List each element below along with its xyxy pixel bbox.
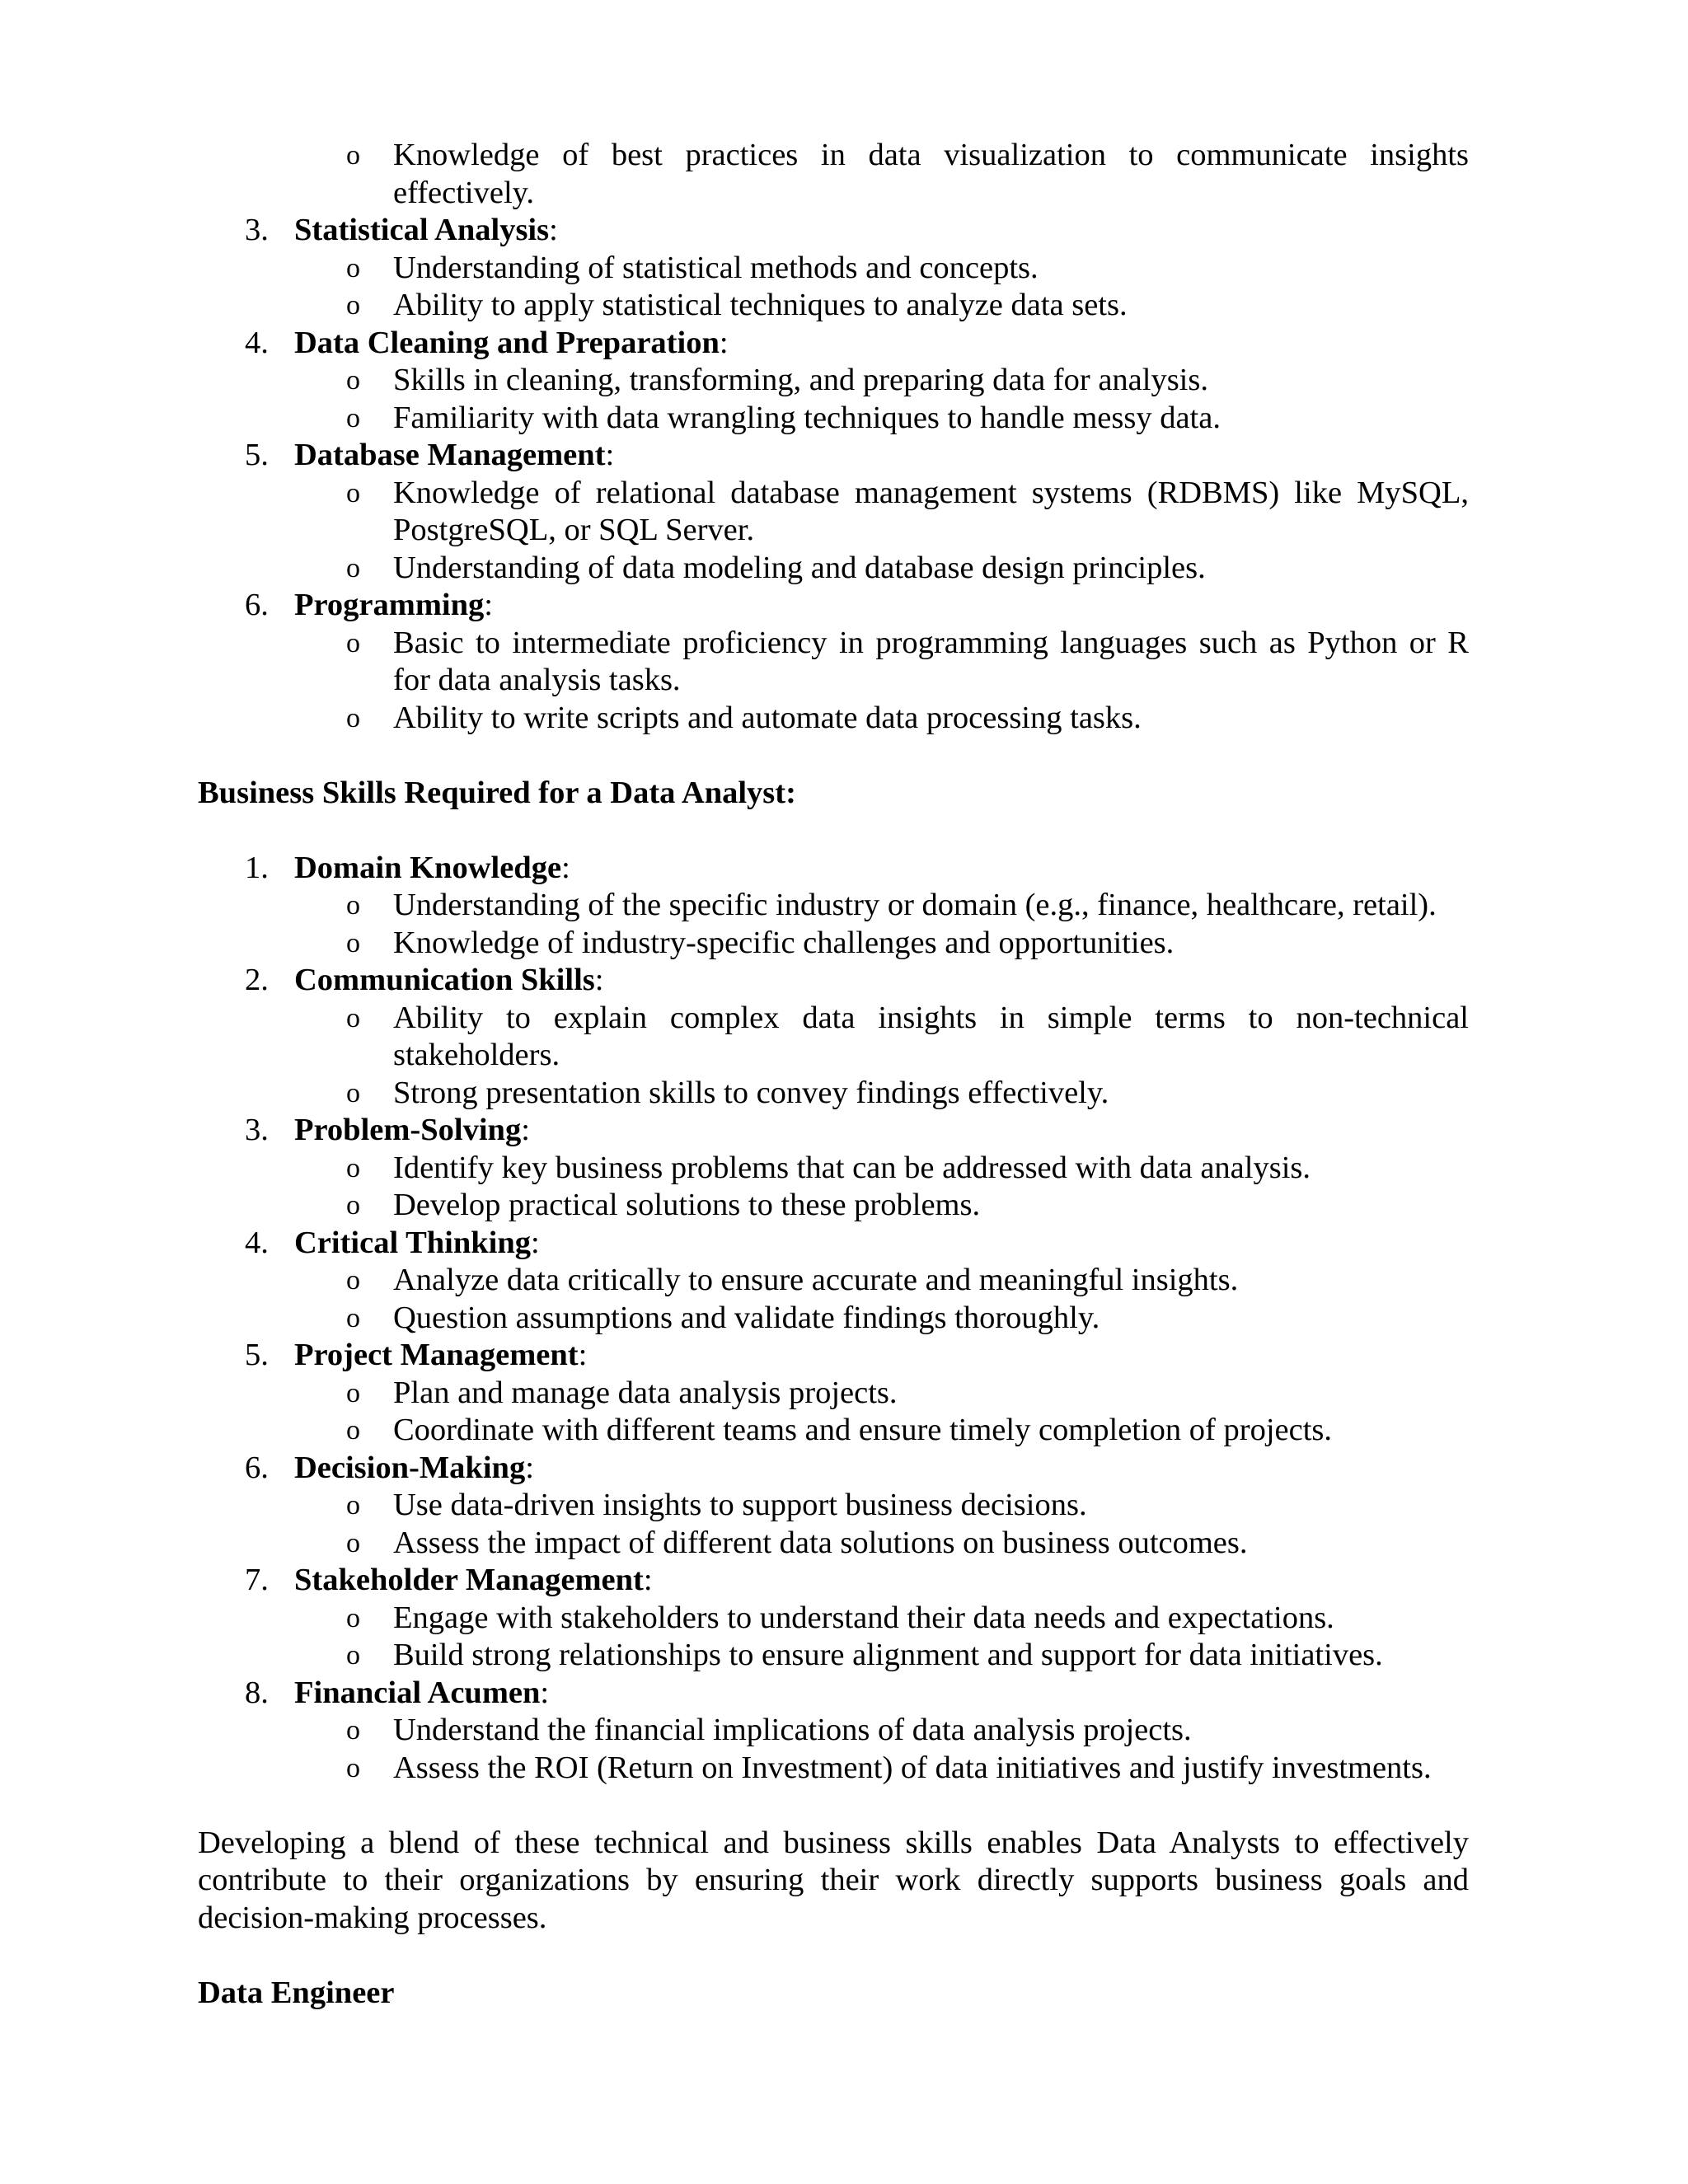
item-number: 4.: [245, 1225, 269, 1260]
sub-item: [198, 1600, 1469, 1638]
numbered-item: [198, 587, 1469, 737]
bullet-marker: o: [346, 140, 360, 171]
item-title: Project Management: [294, 1338, 579, 1372]
numbered-item: [198, 1450, 1469, 1563]
sub-item-text: Assess the impact of different data solutions on business outcomes.: [393, 1525, 1248, 1560]
numbered-item: [198, 850, 1469, 963]
lead-sub-item: [198, 137, 1469, 212]
sub-item: [198, 1187, 1469, 1225]
bullet-marker: o: [346, 1415, 360, 1446]
sub-item-text: Ability to explain complex data insights in simple terms to non-technical stakeholders.: [393, 1000, 1469, 1072]
sub-item-list: [294, 1487, 1469, 1562]
numbered-item: [198, 1562, 1469, 1675]
sub-item: [198, 887, 1469, 925]
bullet-marker: o: [346, 1002, 360, 1033]
item-title: Database Management: [294, 438, 606, 472]
item-number: 6.: [245, 1450, 269, 1485]
sub-item: [198, 1637, 1469, 1675]
spacer: [198, 1937, 1469, 1975]
sub-item: [198, 1712, 1469, 1750]
sub-item: [198, 287, 1469, 325]
item-number: 3.: [245, 1113, 269, 1147]
numbered-item: [198, 1225, 1469, 1338]
numbered-item: [198, 212, 1469, 325]
sub-item: [198, 925, 1469, 963]
sub-item: [198, 700, 1469, 738]
item-number: 2.: [245, 963, 269, 997]
item-number: 4.: [245, 325, 269, 360]
sub-item-text: Skills in cleaning, transforming, and preparing data for analysis.: [393, 363, 1208, 397]
bullet-marker: o: [346, 1152, 360, 1183]
sub-item-text: Coordinate with different teams and ensure timely completion of projects.: [393, 1413, 1333, 1447]
item-title-colon: :: [484, 588, 493, 622]
item-title-colon: :: [605, 438, 615, 472]
item-title-colon: :: [549, 213, 558, 247]
bullet-marker: o: [346, 402, 360, 434]
sub-item-text: Plan and manage data analysis projects.: [393, 1375, 898, 1410]
sub-item-list: [294, 475, 1469, 588]
item-title: Stakeholder Management: [294, 1563, 644, 1597]
sub-item: [198, 1375, 1469, 1413]
item-number: 1.: [245, 850, 269, 885]
bullet-marker: o: [346, 477, 360, 509]
numbered-item: [198, 325, 1469, 438]
numbered-item: [198, 1337, 1469, 1450]
technical-skills-list: [198, 212, 1469, 737]
sub-item: [198, 1412, 1469, 1450]
spacer: [198, 812, 1469, 850]
item-title-colon: :: [525, 1450, 534, 1485]
business-skills-heading: Business Skills Required for a Data Analyst:: [198, 775, 796, 810]
bullet-marker: o: [346, 1265, 360, 1296]
item-title: Financial Acumen: [294, 1675, 541, 1710]
item-title: Communication Skills: [294, 963, 595, 997]
sub-item-text: Familiarity with data wrangling techniques to handle messy data.: [393, 400, 1221, 435]
bullet-marker: o: [346, 252, 360, 284]
item-title: Data Cleaning and Preparation: [294, 325, 720, 360]
item-title-colon: :: [594, 963, 604, 997]
sub-item-text: Ability to apply statistical techniques to analyze data sets.: [393, 288, 1128, 322]
sub-item: [198, 475, 1469, 550]
sub-item-text: Understanding of data modeling and database design principles.: [393, 550, 1206, 585]
bullet-marker: o: [346, 1077, 360, 1108]
sub-item-list: [294, 362, 1469, 437]
sub-item: [198, 1000, 1469, 1075]
bullet-marker: o: [346, 552, 360, 583]
sub-item-text: Identify key business problems that can be addressed with data analysis.: [393, 1150, 1311, 1185]
sub-item: [198, 1075, 1469, 1113]
sub-item: [198, 550, 1469, 588]
numbered-item: [198, 437, 1469, 587]
numbered-item: [198, 962, 1469, 1112]
sub-item: [198, 400, 1469, 438]
sub-item-text: Develop practical solutions to these problems.: [393, 1188, 981, 1222]
sub-item: [198, 1525, 1469, 1563]
sub-item-list: [294, 1600, 1469, 1675]
sub-item: [198, 1150, 1469, 1188]
item-title-colon: :: [719, 325, 729, 360]
item-title-colon: :: [540, 1675, 550, 1710]
sub-item-text: Use data-driven insights to support business decisions.: [393, 1488, 1087, 1522]
sub-item-text: Question assumptions and validate findings thoroughly.: [393, 1300, 1100, 1335]
sub-item-text: Knowledge of industry-specific challenges and opportunities.: [393, 925, 1175, 960]
sub-item-text: Build strong relationships to ensure alignment and support for data initiatives.: [393, 1638, 1383, 1672]
numbered-item: [198, 1675, 1469, 1788]
sub-item-text: Basic to intermediate proficiency in programming languages such as Python or R for data analysis tasks.: [393, 625, 1469, 697]
sub-item-list: [294, 1712, 1469, 1787]
document-content: [198, 137, 1469, 2012]
spacer: [198, 1787, 1469, 1825]
item-title-colon: :: [531, 1225, 540, 1260]
item-title: Programming: [294, 588, 485, 622]
bullet-marker: o: [346, 290, 360, 321]
bullet-marker: o: [346, 1377, 360, 1408]
sub-item-text: Ability to write scripts and automate data processing tasks.: [393, 700, 1142, 735]
sub-item-list: [294, 1150, 1469, 1225]
item-title-colon: :: [521, 1113, 530, 1147]
sub-item: [198, 362, 1469, 400]
item-title-colon: :: [561, 850, 570, 885]
bullet-marker: o: [346, 1302, 360, 1333]
item-title: Problem-Solving: [294, 1113, 522, 1147]
bullet-marker: o: [346, 927, 360, 958]
sub-item: [198, 625, 1469, 700]
item-title: Critical Thinking: [294, 1225, 532, 1260]
bullet-marker: o: [346, 1190, 360, 1221]
sub-item-text: Understand the financial implications of data analysis projects.: [393, 1713, 1192, 1747]
bullet-marker: o: [346, 365, 360, 396]
sub-item-list: [294, 250, 1469, 325]
bullet-marker: o: [346, 1640, 360, 1671]
sub-item-list: [294, 625, 1469, 738]
spacer: [198, 737, 1469, 775]
bullet-marker: o: [346, 702, 360, 733]
bullet-marker: o: [346, 1752, 360, 1783]
business-skills-list: [198, 850, 1469, 1788]
bullet-marker: o: [346, 890, 360, 921]
sub-item-list: [294, 887, 1469, 962]
sub-item-text: Understanding of statistical methods and concepts.: [393, 250, 1039, 285]
sub-item: [198, 250, 1469, 288]
sub-item-text: Engage with stakeholders to understand their data needs and expectations.: [393, 1600, 1334, 1635]
bullet-marker: o: [346, 627, 360, 658]
data-engineer-heading: Data Engineer: [198, 1975, 395, 2010]
sub-item-text: Assess the ROI (Return on Investment) of data initiatives and justify investments.: [393, 1750, 1432, 1785]
item-number: 5.: [245, 1338, 269, 1372]
item-number: 6.: [245, 588, 269, 622]
item-number: 3.: [245, 213, 269, 247]
bullet-marker: o: [346, 1602, 360, 1633]
bullet-marker: o: [346, 1490, 360, 1521]
lead-sub-item-text: Knowledge of best practices in data visualization to communicate insights effectively.: [393, 138, 1469, 210]
item-number: 5.: [245, 438, 269, 472]
closing-paragraph: Developing a blend of these technical and business skills enables Data Analysts to effectively contribute to their organizations by ensuring their work directly supports business goals and decision-making processes.: [198, 1825, 1469, 1935]
sub-item: [198, 1750, 1469, 1788]
sub-item-text: Understanding of the specific industry or domain (e.g., finance, healthcare, retail).: [393, 888, 1437, 922]
sub-item-list: [294, 1262, 1469, 1337]
item-title: Decision-Making: [294, 1450, 526, 1485]
sub-item-list: [294, 1375, 1469, 1450]
numbered-item: [198, 1112, 1469, 1225]
item-title: Domain Knowledge: [294, 850, 562, 885]
item-title-colon: :: [643, 1563, 653, 1597]
sub-item-text: Analyze data critically to ensure accurate and meaningful insights.: [393, 1263, 1239, 1297]
sub-item: [198, 1262, 1469, 1300]
item-number: 7.: [245, 1563, 269, 1597]
item-title-colon: :: [578, 1338, 588, 1372]
item-title: Statistical Analysis: [294, 213, 550, 247]
bullet-marker: o: [346, 1527, 360, 1558]
item-number: 8.: [245, 1675, 269, 1710]
sub-item-list: [294, 1000, 1469, 1113]
sub-item-text: Strong presentation skills to convey findings effectively.: [393, 1075, 1109, 1110]
bullet-marker: o: [346, 1715, 360, 1746]
sub-item: [198, 1300, 1469, 1338]
sub-item: [198, 1487, 1469, 1525]
sub-item-text: Knowledge of relational database management systems (RDBMS) like MySQL, PostgreSQL, or SQL Server.: [393, 475, 1469, 547]
